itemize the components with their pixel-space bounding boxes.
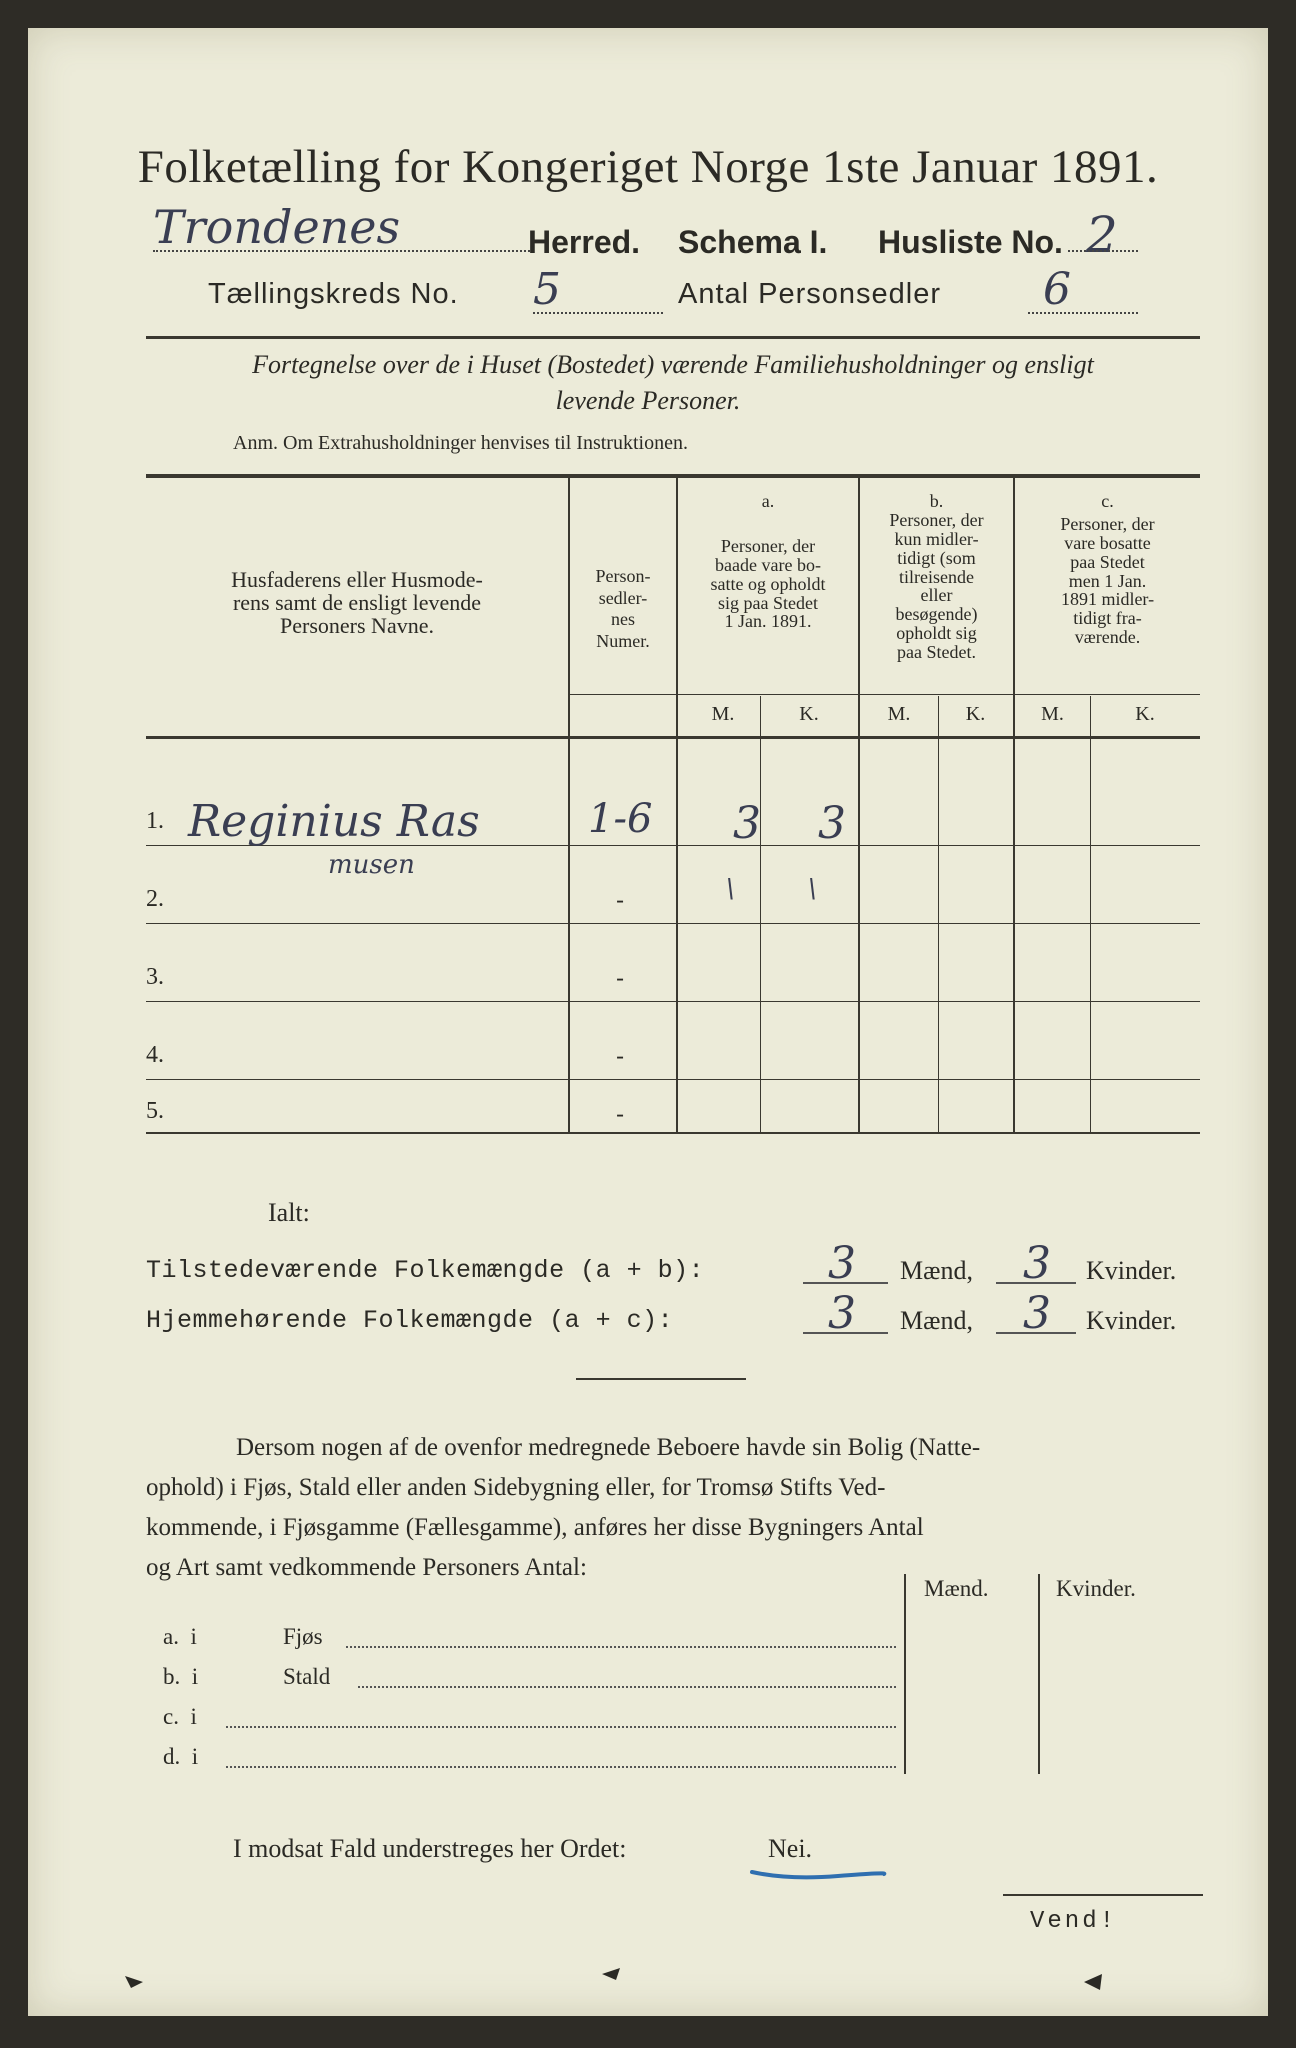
out-d-i: i	[191, 1744, 199, 1769]
col-names-line-1: Husfaderens eller Husmode-	[231, 567, 483, 592]
hjem-label: Hjemmehørende Folkemængde (a + c):	[146, 1306, 674, 1335]
numer-h-1: Person-	[595, 566, 651, 586]
out-b-dots	[358, 1686, 896, 1688]
mk-a-m: M.	[711, 703, 735, 725]
col-c-l2: vare bosatte	[1064, 532, 1151, 553]
row-1-a-m: 3	[733, 798, 761, 849]
row-4-number: 4.	[146, 1042, 164, 1068]
out-vrule-2	[1038, 1574, 1040, 1774]
antal-dotline	[1028, 312, 1138, 314]
col-b-l3: tidigt (som	[897, 547, 976, 568]
col-b-l8: paa Stedet.	[897, 642, 976, 663]
tilst-label: Tilstedeværende Folkemængde (a + b):	[146, 1256, 705, 1285]
vend-rule	[1003, 1894, 1203, 1896]
row-1-numer: 1-6	[588, 796, 653, 842]
row-line-4	[146, 1079, 1200, 1080]
col-c-l6: tidigt fra-	[1073, 608, 1142, 629]
tilst-kvinder-label: Kvinder.	[1086, 1256, 1177, 1285]
mk-b-m: M.	[887, 703, 911, 725]
corner-mark-left-icon	[123, 1972, 147, 1992]
hjem-kvinder-line	[996, 1332, 1076, 1334]
col-names-line-2-text: rens samt de ensligt levende	[232, 590, 482, 616]
vrule-7	[1090, 696, 1091, 1132]
out-b-i: i	[191, 1664, 199, 1689]
col-names-line-2	[146, 591, 568, 614]
col-b-l6: besøgende)	[895, 604, 978, 625]
col-b-letter: b.	[929, 491, 944, 511]
herred-dotline	[153, 250, 533, 252]
vend-text: Vend!	[1030, 1908, 1118, 1935]
row-3-number: 3.	[146, 964, 164, 990]
hjem-maend-label: Mænd,	[900, 1306, 973, 1335]
out-a-i: i	[190, 1624, 197, 1649]
corner-mark-right-icon	[1082, 1972, 1106, 1992]
census-form-page	[28, 28, 1268, 2016]
col-c-l5: 1891 midler-	[1060, 589, 1155, 610]
row-3-numer: -	[616, 964, 625, 992]
mk-b-k: K.	[965, 703, 986, 725]
mk-c-m: M.	[1041, 703, 1064, 725]
nei-word: Nei.	[768, 1834, 813, 1863]
col-c-l4: men 1 Jan.	[1068, 570, 1147, 591]
husliste-value: 2	[1086, 206, 1118, 264]
numer-h-3: nes	[611, 609, 635, 630]
row-line-2	[146, 923, 1200, 924]
intro-line2: levende Personer.	[555, 386, 741, 415]
husliste-label: Husliste No.	[878, 224, 1063, 260]
col-names-header	[146, 568, 568, 637]
schema-label: Schema I.	[678, 224, 828, 260]
row-1-a-k: 3	[818, 798, 846, 849]
para-line-2: ophold) i Fjøs, Stald eller anden Sidebygning eller, for Tromsø Stifts Ved-	[146, 1474, 886, 1501]
col-a-l1: Personer, der	[720, 535, 816, 556]
antal-value: 6	[1043, 264, 1071, 315]
col-a-l2: baade vare bo-	[715, 554, 821, 575]
mk-c-k: K.	[1135, 703, 1155, 725]
out-item-d	[163, 1744, 198, 1770]
nei-underline	[748, 1866, 888, 1882]
modsat-text: I modsat Fald understreges her Ordet:	[233, 1834, 627, 1863]
out-item-c	[163, 1704, 197, 1730]
col-b-header	[860, 492, 1013, 662]
anm-note: Anm. Om Extrahusholdninger henvises til Instruktionen.	[233, 432, 688, 454]
kreds-label: Tællingskreds No.	[208, 278, 459, 310]
out-b-letter: b.	[163, 1664, 181, 1689]
row-5-numer: -	[616, 1100, 625, 1128]
row-4-numer: -	[616, 1042, 625, 1070]
numer-h-2: sedler-	[598, 587, 648, 608]
row-2-number: 2.	[146, 886, 164, 912]
herred-value: Trondenes	[153, 200, 401, 254]
row-1-name: Reginius Ras	[188, 796, 480, 847]
col-numer-header	[570, 566, 676, 652]
row-2-a-m: \	[726, 874, 735, 904]
col-c-letter: c.	[1101, 491, 1114, 511]
out-d-dots	[226, 1766, 896, 1768]
ialt-label: Ialt:	[268, 1198, 310, 1227]
tilst-maend-line	[803, 1282, 888, 1284]
row-1-number: 1.	[146, 808, 164, 834]
col-c-header	[1015, 492, 1200, 647]
out-col-kvinder: Kvinder.	[1056, 1576, 1136, 1601]
tilst-maend-label: Mænd,	[900, 1256, 973, 1285]
vrule-5	[938, 696, 939, 1132]
table-top-rule	[146, 474, 1200, 478]
out-c-dots	[226, 1726, 896, 1728]
hjem-maend-value: 3	[828, 1288, 856, 1339]
tilst-kvinder-value: 3	[1023, 1238, 1051, 1289]
col-a-letter: a.	[761, 491, 775, 511]
row-2-a-k: \	[808, 874, 817, 904]
hjem-maend-line	[803, 1332, 888, 1334]
table-bottom-rule	[146, 1132, 1200, 1134]
kreds-dotline	[533, 312, 663, 314]
row-2-numer: -	[616, 886, 625, 914]
outbuildings-paragraph	[146, 1428, 980, 1588]
out-item-a	[163, 1624, 197, 1650]
form-title: Folketælling for Kongeriget Norge 1ste Januar 1891.	[137, 141, 1159, 193]
out-b-label: Stald	[283, 1664, 331, 1689]
col-b-l4: tilreisende	[899, 566, 974, 587]
col-a-header	[678, 492, 858, 631]
separator-short	[576, 1378, 746, 1380]
intro-line1: Fortegnelse over de i Huset (Bostedet) værende Familiehusholdninger og ensligt	[252, 350, 1094, 379]
out-a-letter: a.	[163, 1624, 179, 1649]
para-line-1: Dersom nogen af de ovenfor medregnede Beboere havde sin Bolig (Natte-	[236, 1434, 981, 1461]
col-b-l7: opholdt sig	[896, 623, 977, 644]
col-names-line-3: Personers Navne.	[280, 613, 434, 639]
mk-a-k: K.	[799, 703, 819, 725]
para-line-3: kommende, i Fjøsgamme (Fællesgamme), anføres her disse Bygningers Antal	[146, 1514, 924, 1541]
tilst-maend-value: 3	[828, 1238, 856, 1289]
para-line-4: og Art samt vedkommende Personers Antal:	[146, 1554, 587, 1581]
col-a-l5: 1 Jan. 1891.	[724, 611, 812, 632]
corner-mark-center-icon	[600, 1964, 624, 1984]
out-item-b	[163, 1664, 198, 1690]
husliste-dotline	[1068, 250, 1138, 252]
hjem-kvinder-label: Kvinder.	[1086, 1306, 1177, 1335]
numer-h-4: Numer.	[596, 630, 650, 651]
row-1-name-cont: musen	[328, 850, 415, 880]
col-b-l1: Personer, der	[889, 509, 984, 530]
row-5-number: 5.	[146, 1098, 164, 1124]
tilst-kvinder-line	[996, 1282, 1076, 1284]
col-c-l1: Personer, der	[1060, 513, 1155, 534]
vrule-3	[760, 696, 761, 1132]
hjem-kvinder-value: 3	[1023, 1288, 1051, 1339]
col-c-l3: paa Stedet	[1070, 551, 1145, 572]
out-a-dots	[346, 1646, 896, 1648]
header-rule	[146, 336, 1200, 339]
out-a-label: Fjøs	[283, 1624, 323, 1649]
col-b-l2: kun midler-	[894, 528, 979, 549]
col-c-l7: værende.	[1074, 627, 1141, 648]
out-d-letter: d.	[163, 1744, 181, 1769]
out-col-maend: Mænd.	[924, 1576, 989, 1601]
kreds-value: 5	[533, 264, 561, 315]
row-line-3	[146, 1001, 1200, 1002]
col-a-l3: satte og opholdt	[710, 573, 826, 594]
out-c-i: i	[190, 1704, 197, 1729]
mk-rule	[568, 694, 1200, 695]
herred-label: Herred.	[528, 224, 641, 260]
out-vrule-1	[904, 1574, 906, 1774]
table-header-rule	[146, 736, 1200, 739]
antal-label: Antal Personsedler	[678, 278, 942, 310]
col-b-l5: eller	[920, 585, 953, 606]
out-c-letter: c.	[163, 1704, 179, 1729]
col-a-l4: sig paa Stedet	[718, 592, 818, 613]
